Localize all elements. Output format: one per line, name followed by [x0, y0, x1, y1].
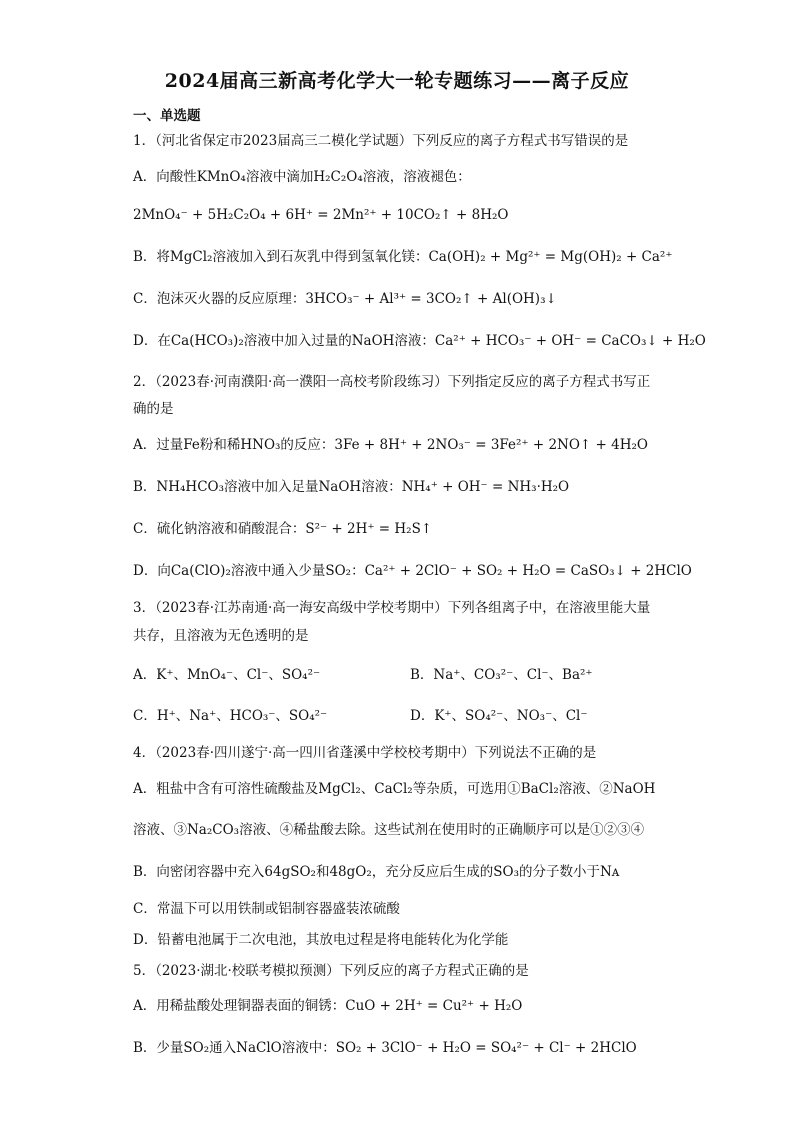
question-5-option-a: A．用稀盐酸处理铜器表面的铜锈：CuO + 2H⁺ = Cu²⁺ + H₂O	[133, 998, 523, 1014]
question-4-option-c: C．常温下可以用铁制或铝制容器盛装浓硫酸	[133, 901, 400, 917]
question-2-option-b: B．NH₄HCO₃溶液中加入足量NaOH溶液：NH₄⁺ + OH⁻ = NH₃·H₂O	[133, 479, 570, 495]
question-4-option-a-cont: 溶液、③Na₂CO₃溶液、④稀盐酸去除。这些试剂在使用时的正确顺序可以是①②③④	[133, 822, 645, 838]
question-1-stem: 1．（河北省保定市2023届高三二模化学试题）下列反应的离子方程式书写错误的是	[133, 133, 629, 149]
question-1-option-d: D．在Ca(HCO₃)₂溶液中加入过量的NaOH溶液：Ca²⁺ + HCO₃⁻ + OH⁻ = CaCO₃↓ + H₂O	[133, 333, 706, 349]
question-3-option-b: B．Na⁺、CO₃²⁻、Cl⁻、Ba²⁺	[410, 667, 593, 683]
question-1-equation: 2MnO₄⁻ + 5H₂C₂O₄ + 6H⁺ = 2Mn²⁺ + 10CO₂↑ + 8H₂O	[133, 207, 509, 223]
question-5-stem: 5．（2023·湖北·校联考模拟预测）下列反应的离子方程式正确的是	[133, 963, 529, 979]
section-heading: 一、单选题	[133, 108, 201, 124]
question-3-option-d: D．K⁺、SO₄²⁻、NO₃⁻、Cl⁻	[410, 708, 588, 724]
question-4-stem: 4．（2023春·四川遂宁·高一四川省蓬溪中学校校考期中）下列说法不正确的是	[133, 745, 597, 761]
question-1-option-a: A．向酸性KMnO₄溶液中滴加H₂C₂O₄溶液，溶液褪色：	[133, 169, 471, 185]
question-1-option-c: C．泡沫灭火器的反应原理：3HCO₃⁻ + Al³⁺ = 3CO₂↑ + Al(OH)₃↓	[133, 291, 557, 307]
question-2-stem: 2．（2023春·河南濮阳·高一濮阳一高校考阶段练习）下列指定反应的离子方程式书写正	[133, 374, 651, 390]
question-4-option-b: B．向密闭容器中充入64gSO₂和48gO₂，充分反应后生成的SO₃的分子数小于Nᴀ	[133, 864, 620, 880]
page-title: 2024届高三新高考化学大一轮专题练习——离子反应	[164, 70, 630, 92]
question-2-option-c: C．硫化钠溶液和硝酸混合：S²⁻ + 2H⁺ = H₂S↑	[133, 521, 433, 537]
question-1-option-b: B．将MgCl₂溶液加入到石灰乳中得到氢氧化镁：Ca(OH)₂ + Mg²⁺ = Mg(OH)₂ + Ca²⁺	[133, 249, 673, 265]
question-4-option-a: A．粗盐中含有可溶性硫酸盐及MgCl₂、CaCl₂等杂质，可选用①BaCl₂溶液、②NaOH	[133, 781, 656, 797]
question-2-option-d: D．向Ca(ClO)₂溶液中通入少量SO₂：Ca²⁺ + 2ClO⁻ + SO₂ + H₂O = CaSO₃↓ + 2HClO	[133, 563, 692, 579]
question-3-stem-cont: 共存，且溶液为无色透明的是	[133, 628, 309, 644]
question-3-option-a: A．K⁺、MnO₄⁻、Cl⁻、SO₄²⁻	[133, 667, 321, 683]
question-2-option-a: A．过量Fe粉和稀HNO₃的反应：3Fe + 8H⁺ + 2NO₃⁻ = 3Fe²⁺ + 2NO↑ + 4H₂O	[133, 437, 648, 453]
question-3-option-c: C．H⁺、Na⁺、HCO₃⁻、SO₄²⁻	[133, 708, 328, 724]
question-5-option-b: B．少量SO₂通入NaClO溶液中：SO₂ + 3ClO⁻ + H₂O = SO₄²⁻ + Cl⁻ + 2HClO	[133, 1040, 637, 1056]
question-3-stem: 3．（2023春·江苏南通·高一海安高级中学校考期中）下列各组离子中，在溶液里能大量	[133, 600, 651, 616]
question-4-option-d: D．铅蓄电池属于二次电池，其放电过程是将电能转化为化学能	[133, 932, 509, 948]
question-2-stem-cont: 确的是	[133, 401, 174, 417]
